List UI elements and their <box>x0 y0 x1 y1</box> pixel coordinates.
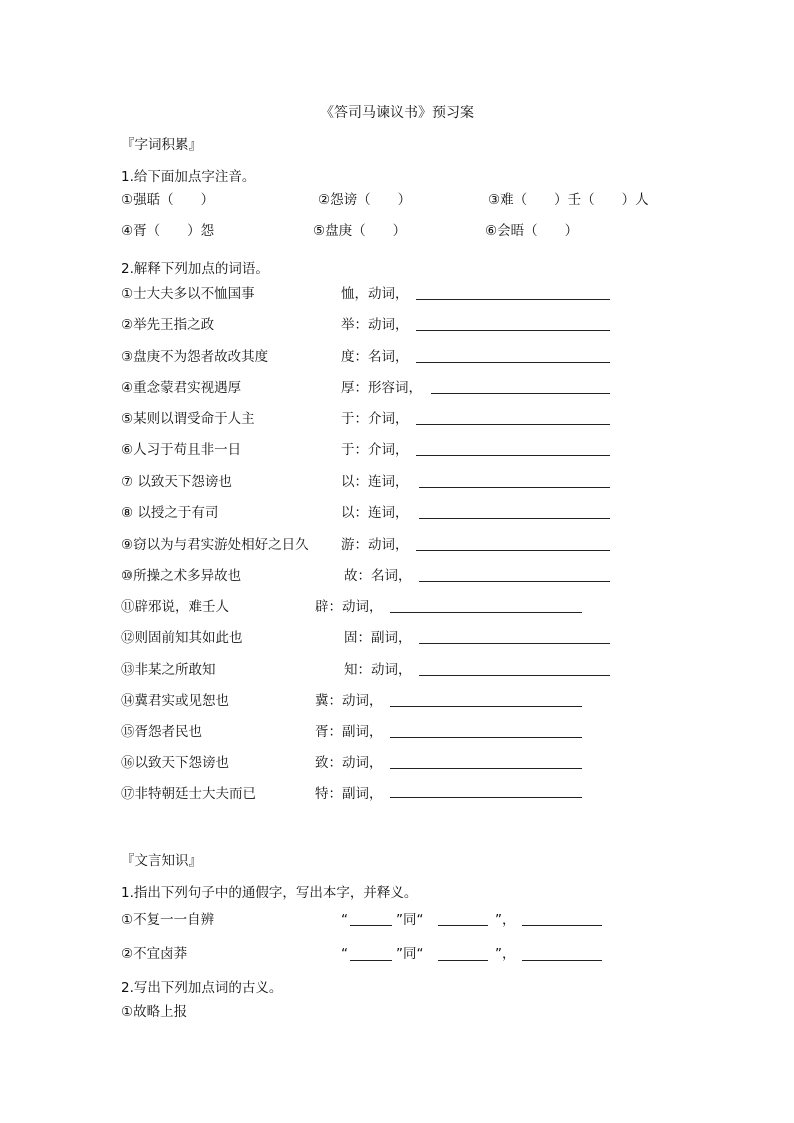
word-gloss-label: 游：动词， <box>341 537 409 553</box>
sentence: ⑥人习于苟且非一日 <box>121 442 242 458</box>
word-gloss-label: 度：名词， <box>341 349 409 365</box>
sentence: ④重念蒙君实视遇厚 <box>121 380 242 396</box>
sentence: ⑫则固前知其如此也 <box>121 630 243 646</box>
word-gloss-label: 特：副词， <box>315 786 383 802</box>
pinyin-item: ③难（ ）壬（ ）人 <box>488 192 649 208</box>
answer-line[interactable] <box>390 737 582 738</box>
answer-line[interactable] <box>390 612 582 613</box>
question-1-prompt: 1.给下面加点字注音。 <box>121 169 256 185</box>
sentence: ⑰非特朝廷士大夫而已 <box>121 786 256 802</box>
word-gloss-label: 以：连词， <box>341 505 409 521</box>
word-gloss-label: 固：副词， <box>344 630 412 646</box>
page-title: 《答司马谏议书》预习案 <box>320 105 474 121</box>
sentence: ①故略上报 <box>121 1004 188 1020</box>
sentence: ②不宜卤莽 <box>121 946 188 962</box>
word-gloss-label: 恤，动词， <box>341 286 409 302</box>
pinyin-item: ④胥（ ）怨 <box>121 223 215 239</box>
word-gloss-label: 于：介词， <box>341 442 409 458</box>
answer-line[interactable] <box>522 960 602 961</box>
close-quote: ”， <box>495 912 516 928</box>
answer-line[interactable] <box>419 518 610 519</box>
word-gloss-label: 冀：动词， <box>315 693 383 709</box>
answer-line[interactable] <box>431 393 610 394</box>
question-2-prompt: 2.解释下列加点的词语。 <box>121 261 269 277</box>
sentence: ⑬非某之所敢知 <box>121 662 216 678</box>
word-gloss-label: 举：动词， <box>341 317 409 333</box>
answer-line[interactable] <box>350 925 392 926</box>
word-gloss-label: 胥：副词， <box>315 724 383 740</box>
answer-line[interactable] <box>390 797 582 798</box>
pinyin-item: ⑥会晤（ ） <box>485 223 579 239</box>
sentence: ⑩所操之术多异故也 <box>121 568 242 584</box>
sentence: ①士大夫多以不恤国事 <box>121 286 255 302</box>
answer-line[interactable] <box>390 768 582 769</box>
word-gloss-label: 知：动词， <box>344 662 412 678</box>
answer-line[interactable] <box>438 960 488 961</box>
answer-line[interactable] <box>416 299 610 300</box>
word-gloss-label: 辟：动词， <box>315 599 383 615</box>
answer-line[interactable] <box>419 581 610 582</box>
answer-line[interactable] <box>390 706 582 707</box>
sentence: ⑮胥怨者民也 <box>121 724 202 740</box>
sentence: ⑭冀君实或见恕也 <box>121 693 229 709</box>
sentence: ⑤某则以谓受命于人主 <box>121 411 255 427</box>
word-gloss-label: 致：动词， <box>315 755 383 771</box>
open-quote: “ <box>341 946 348 962</box>
sentence: ②举先王指之政 <box>121 317 215 333</box>
answer-line[interactable] <box>419 487 610 488</box>
answer-line[interactable] <box>416 362 610 363</box>
sentence: ⑦ 以致天下怨谤也 <box>121 474 232 490</box>
word-gloss-label: 厚：形容词， <box>341 380 422 396</box>
question-1-prompt: 1.指出下列句子中的通假字，写出本字，并释义。 <box>121 885 418 901</box>
sentence: ⑯以致天下怨谤也 <box>121 755 229 771</box>
answer-line[interactable] <box>416 455 610 456</box>
word-gloss-label: 故：名词， <box>344 568 412 584</box>
sentence: ①不复一一自辨 <box>121 912 215 928</box>
answer-line[interactable] <box>419 643 610 644</box>
section-heading-vocabulary: 『字词积累』 <box>121 137 202 153</box>
word-gloss-label: 于：介词， <box>341 411 409 427</box>
same-as-label: ”同“ <box>396 946 424 962</box>
pinyin-item: ①强聒（ ） <box>121 192 215 208</box>
answer-line[interactable] <box>419 675 610 676</box>
open-quote: “ <box>341 912 348 928</box>
sentence: ③盘庚不为怨者故改其度 <box>121 349 269 365</box>
pinyin-item: ⑤盘庚（ ） <box>313 223 407 239</box>
answer-line[interactable] <box>416 330 610 331</box>
section-heading-classical-knowledge: 『文言知识』 <box>121 853 202 869</box>
sentence: ⑨窃以为与君实游处相好之日久 <box>121 537 309 553</box>
answer-line[interactable] <box>522 925 602 926</box>
word-gloss-label: 以：连词， <box>341 474 409 490</box>
sentence: ⑪辟邪说，难壬人 <box>121 599 229 615</box>
answer-line[interactable] <box>416 550 610 551</box>
answer-line[interactable] <box>438 925 488 926</box>
question-2-prompt: 2.写出下列加点词的古义。 <box>121 980 283 996</box>
pinyin-item: ②怨谤（ ） <box>318 192 412 208</box>
answer-line[interactable] <box>416 424 610 425</box>
close-quote: ”， <box>495 946 516 962</box>
answer-line[interactable] <box>350 960 392 961</box>
same-as-label: ”同“ <box>396 912 424 928</box>
sentence: ⑧ 以授之于有司 <box>121 505 219 521</box>
